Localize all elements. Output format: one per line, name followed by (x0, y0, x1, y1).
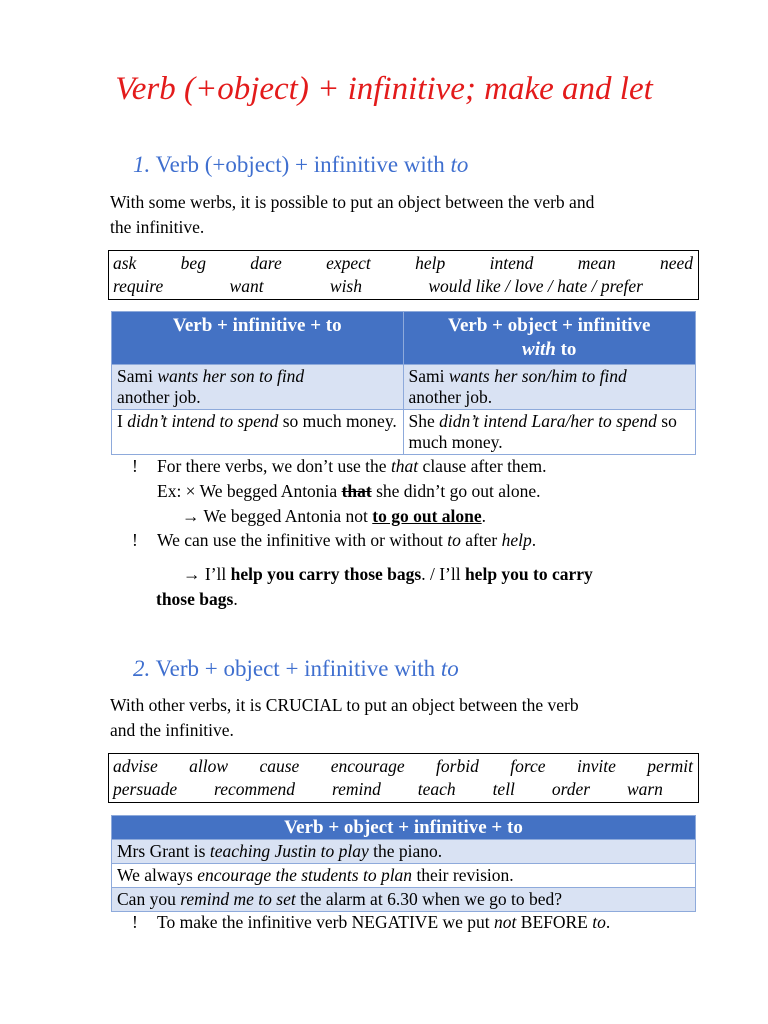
table-cell: Sami wants her son/him to find another job. (403, 365, 696, 410)
verb-row-2 (113, 778, 693, 801)
section-2-number: 2. (133, 656, 151, 681)
table-row (112, 864, 696, 888)
exclamation-icon: ! (132, 912, 138, 932)
verb-word: help (415, 253, 446, 273)
verb-row-1 (113, 252, 693, 275)
verb-word: beg (180, 253, 206, 273)
table-cell: I didn’t intend to spend so much money. (112, 410, 404, 455)
verb-word: forbid (436, 756, 479, 776)
note-negative: ! To make the infinitive verb NEGATIVE we put not BEFORE to. (132, 910, 610, 935)
table-row (112, 410, 696, 455)
verb-word: order (551, 779, 591, 799)
verb-word: teach (417, 779, 456, 799)
page-title: Verb (+object) + infinitive; make and let (115, 71, 653, 107)
section-2-heading-text: Verb + object + infinitive with (155, 656, 436, 681)
table-cell: Can you remind me to set the alarm at 6.30 when we go to bed? (112, 888, 696, 912)
table-header-verb-infinitive: Verb + infinitive + to (112, 312, 404, 365)
section-2-heading-italic: to (440, 656, 459, 681)
header-tail: to (560, 339, 577, 360)
verb-word: encourage (330, 756, 405, 776)
verb-word: intend (489, 253, 534, 273)
header-line-1: Verb + object + infinitive (448, 315, 651, 336)
verb-word: want (229, 276, 264, 296)
table-row (112, 365, 696, 410)
verb-word: expect (326, 253, 371, 273)
note-that-clause: ! For there verbs, we don’t use the that clause after them. Ex: × We begged Antonia that she didn’t go out alone. → We begged Antonia not to go out alone. (132, 454, 546, 529)
verb-word: recommend (214, 779, 296, 799)
section-2-intro-line-1: With other verbs, it is CRUCIAL to put an object between the verb (110, 695, 579, 715)
verb-word: wish (329, 276, 362, 296)
exclamation-icon: ! (132, 456, 138, 476)
verb-word: force (510, 756, 546, 776)
verb-word: need (659, 253, 693, 273)
example-correct: → We begged Antonia not to go out alone. (182, 506, 487, 526)
verb-word: tell (492, 779, 515, 799)
exclamation-icon: ! (132, 530, 138, 550)
verb-word: permit (647, 756, 693, 776)
verb-word: remind (331, 779, 381, 799)
verb-word: mean (577, 253, 616, 273)
section-1-heading-italic: to (450, 152, 469, 177)
verb-word: warn (626, 779, 663, 799)
section-1-heading (133, 151, 468, 179)
verb-word: allow (189, 756, 229, 776)
example-wrong: Ex: × We begged Antonia that she didn’t go out alone. (157, 481, 541, 501)
verb-row-1 (113, 755, 693, 778)
table-cell: Sami wants her son to find another job. (112, 365, 404, 410)
help-example: → I’ll help you carry those bags. / I’ll help you to carry those bags. (156, 564, 593, 609)
verb-word: ask (113, 253, 137, 273)
verb-word: persuade (113, 779, 178, 799)
table-cell: Mrs Grant is teaching Justin to play the piano. (112, 840, 696, 864)
table-header-verb-object-infinitive (403, 312, 696, 365)
section-2-heading (133, 655, 459, 683)
verb-row-2 (113, 275, 693, 298)
section-2-intro-line-2: and the infinitive. (110, 720, 234, 740)
section-1-number: 1. (133, 152, 151, 177)
section-2-verb-box (108, 753, 699, 803)
section-1-intro (110, 190, 700, 240)
verb-word: invite (577, 756, 616, 776)
section-1-table (111, 311, 696, 455)
section-1-verb-box (108, 250, 699, 300)
table-cell: She didn’t intend Lara/her to spend so much money. (403, 410, 696, 455)
table-row (112, 888, 696, 912)
verb-word: dare (250, 253, 282, 273)
verb-word: cause (259, 756, 300, 776)
note-help: ! We can use the infinitive with or without to after help. (132, 528, 536, 553)
table-row (112, 840, 696, 864)
section-1-intro-line-2: the infinitive. (110, 217, 205, 237)
section-1-intro-line-1: With some werbs, it is possible to put an object between the verb and (110, 192, 595, 212)
section-2-table (111, 815, 696, 912)
verb-word: would like / love / hate / prefer (428, 276, 643, 296)
verb-word: advise (113, 756, 158, 776)
section-2-intro (110, 693, 700, 743)
header-italic: with (522, 339, 556, 360)
verb-word: require (113, 276, 164, 296)
table-cell: We always encourage the students to plan their revision. (112, 864, 696, 888)
table-header-verb-object-infinitive: Verb + object + infinitive + to (112, 816, 696, 840)
section-1-heading-text: Verb (+object) + infinitive with (155, 152, 445, 177)
